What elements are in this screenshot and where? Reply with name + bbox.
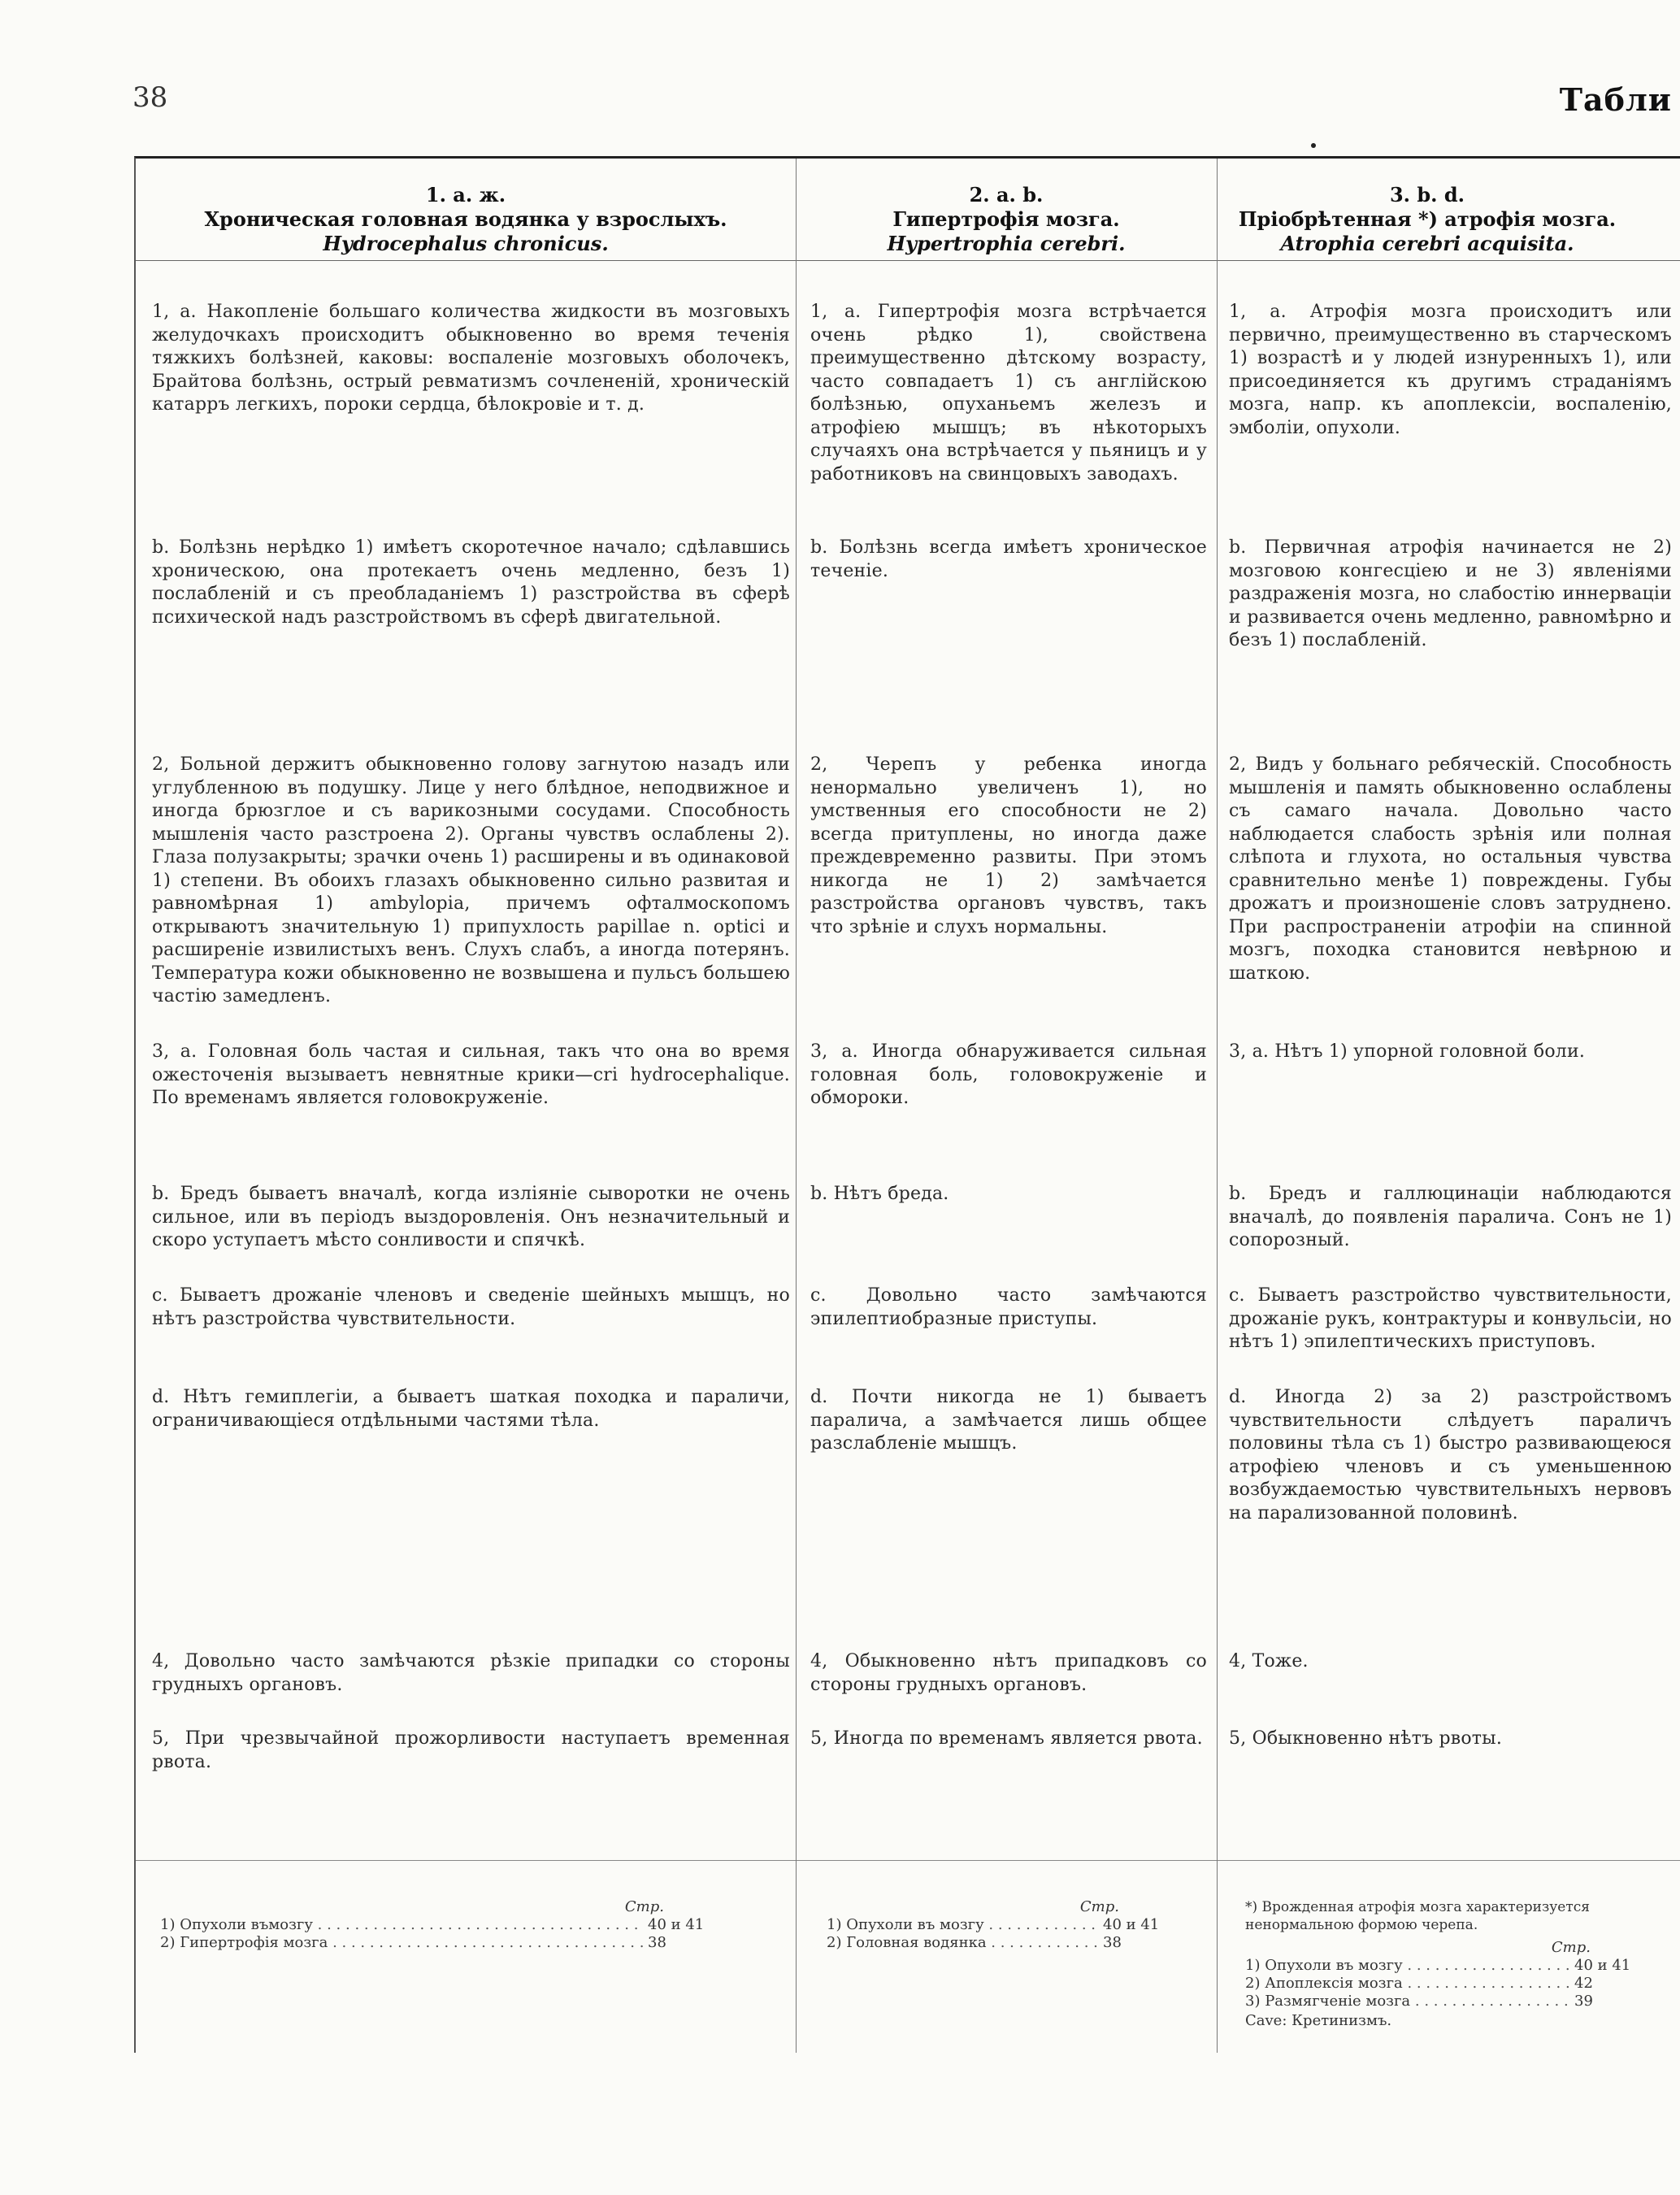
footnote-page: 42 xyxy=(1574,1975,1593,1992)
cell-3d: d. Иногда 2) за 2) разстройствомъ чувствительности слѣдуетъ параличъ половины тѣла съ 1) быстро развивающеюся атрофіею членовъ и съ уменьшенною возбуждаемостью чувствительныхъ нервовъ на парализованной половинѣ. xyxy=(1229,1387,1672,1523)
footnote-page: 40 и 41 xyxy=(648,1916,705,1933)
header-rule xyxy=(136,260,1680,261)
running-head: Табли xyxy=(1559,81,1672,118)
cell-2: 2, Видъ у больнаго ребяческій. Способность мышленія и память обыкновенно ослаблены съ самаго начала. Довольно часто наблюдается слабость зрѣнія или полная слѣпота и глухота, но остальныя чувства сравнительно менѣе 1) повреждены. Губы дрожатъ и произношеніе словъ затруднено. При распространеніи атрофіи на спинной мозгъ, походка становится невѣрною и шаткою. xyxy=(1229,754,1672,984)
cell-5: 5, Иногда по временамъ является рвота. xyxy=(810,1728,1203,1749)
footnote-page: 40 и 41 xyxy=(1574,1957,1631,1974)
cell-3d: d. Почти никогда не 1) бываетъ паралича, а замѣчается лишь общее разслабленіе мышцъ. xyxy=(810,1387,1207,1454)
footnote-label: 2) Головная водянка . . . xyxy=(827,1934,1098,1952)
cell-5: 5, Обыкновенно нѣтъ рвоты. xyxy=(1229,1728,1503,1749)
column-divider xyxy=(796,159,797,2053)
column-title: Гипертрофія мозга. xyxy=(892,207,1120,231)
footnote-label: 1) Опухоли въ мозгу . . . xyxy=(1245,1957,1569,1975)
cell-4: 4, Тоже. xyxy=(1229,1651,1309,1671)
column-letters: . а. ж. xyxy=(439,183,506,206)
page-ref-label: Стр. xyxy=(624,1898,664,1915)
cell-3b: b. Бредъ бываетъ вначалѣ, когда изліяніе сыворотки не очень сильное, или въ періодъ выздоровленія. Онъ незначительный и скоро уступаетъ мѣсто сонливости и спячкѣ. xyxy=(152,1184,790,1250)
cell-2: 2, Больной держитъ обыкновенно голову загнутою назадъ или углубленною въ подушку. Лице у него блѣдное, неподвижное и иногда брюзглое и съ варикозными сосудами. Способность мышленія часто разстроена 2). Органы чувствъ ослаблены 2). Глаза полузакрыты; зрачки очень 1) расширены и въ одинаковой 1) степени. Въ обоихъ глазахъ обыкновенно сильно развитая и равномѣрная 1) ambylopia, причемъ офталмоскопомъ открываютъ значительную 1) припухлость papillae n. optici и расширеніе извилистыхъ венъ. Слухъ слабъ, а иногда потерянъ. Температура кожи обыкновенно не возвышена и пульсъ большею частію замедленъ. xyxy=(152,754,790,1006)
footnote-entry xyxy=(1245,1957,1672,1975)
cell-2: 2, Черепъ у ребенка иногда ненормально увеличенъ 1), но умственныя его способности не 2) всегда притуплены, но иногда даже преждевременно развиты. При этомъ никогда не 1) 2) замѣчается разстройства органовъ чувствъ, такъ что зрѣніе и слухъ нормальны. xyxy=(810,754,1207,937)
comparison-table xyxy=(134,156,1680,2053)
footnote-entry xyxy=(160,1934,745,1952)
cell-4: 4, Обыкновенно нѣтъ припадковъ со стороны грудныхъ органовъ. xyxy=(810,1651,1207,1695)
footnotes-col-1 xyxy=(160,1898,745,1952)
footnote-entry xyxy=(827,1934,1200,1952)
footnote-page: 38 xyxy=(648,1934,666,1951)
footnotes-col-2 xyxy=(827,1898,1200,1952)
cell-3a: 3, а. Нѣтъ 1) упорной головной боли. xyxy=(1229,1041,1586,1062)
footnote-asterisk-note: *) Врожденная атрофія мозга характеризуется ненормальною формою черепа. xyxy=(1245,1899,1590,1933)
footnote-label: 1) Опухоли въмозгу . . . xyxy=(160,1916,643,1934)
footnote-label: 3) Размягченіе мозга . . . xyxy=(1245,1993,1569,2010)
footnote-entry xyxy=(1245,1975,1672,1993)
cell-3b: b. Бредъ и галлюцинаціи наблюдаются вначалѣ, до появленія паралича. Сонъ не 1) сопорозный. xyxy=(1229,1184,1672,1250)
cell-1b: b. Болѣзнь нерѣдко 1) имѣетъ скоротечное начало; сдѣлавшись хроническою, она протекаетъ очень медленно, безъ 1) послабленій и съ преобладаніемъ 1) разстройства въ сферѣ психической надъ разстройствомъ въ сферѣ двигательной. xyxy=(152,537,790,628)
footnote-label: 2) Апоплексія мозга . . . xyxy=(1245,1975,1569,1993)
footnote-page: 40 и 41 xyxy=(1103,1916,1160,1933)
footnote-page: 39 xyxy=(1574,1993,1593,2010)
cell-3a: 3, а. Иногда обнаруживается сильная головная боль, головокруженіе и обмороки. xyxy=(810,1041,1207,1108)
column-latin-title: Atrophia cerebri acquisita. xyxy=(1280,232,1574,255)
footnote-rule xyxy=(136,1860,1680,1861)
footnotes-col-3 xyxy=(1245,1898,1672,2030)
column-letters: . b. d. xyxy=(1403,183,1465,206)
column-header-3 xyxy=(1217,183,1638,256)
footnote-entry xyxy=(827,1916,1200,1934)
column-number: 1 xyxy=(425,183,440,206)
cell-3c: c. Бываетъ разстройство чувствительности, дрожаніе рукъ, контрактуры и конвульсіи, но нѣтъ 1) эпилептическихъ приступовъ. xyxy=(1229,1285,1672,1352)
column-latin-title: Hypertrophia cerebri. xyxy=(887,232,1126,255)
cell-3a: 3, а. Головная боль частая и сильная, такъ что она во время ожесточенія вызываетъ невнятные крики—cri hydrocephalique. По временамъ является головокруженіе. xyxy=(152,1041,790,1108)
ink-dot xyxy=(1311,143,1316,148)
footnote-entry xyxy=(160,1916,745,1934)
column-number: 2 xyxy=(969,183,983,206)
page-ref-label: Стр. xyxy=(1551,1939,1591,1956)
cell-3b: b. Нѣтъ бреда. xyxy=(810,1184,949,1204)
column-title: Пріобрѣтенная *) атрофія мозга. xyxy=(1238,207,1617,231)
footnote-page: 38 xyxy=(1103,1934,1122,1951)
cell-1b: b. Болѣзнь всегда имѣетъ хроническое теченіе. xyxy=(810,537,1207,581)
footnote-label: 2) Гипертрофія мозга . . . xyxy=(160,1934,643,1952)
column-header-1 xyxy=(136,183,796,256)
cell-3c: c. Бываетъ дрожаніе членовъ и сведеніе шейныхъ мышцъ, но нѣтъ разстройства чувствительности. xyxy=(152,1285,790,1329)
column-title: Хроническая головная водянка у взрослыхъ. xyxy=(204,207,727,231)
cell-1a: 1, а. Гипертрофія мозга встрѣчается очень рѣдко 1), свойствена преимущественно дѣтскому возрасту, часто совпадаетъ 1) съ англійскою болѣзнью, опуханьемъ железъ и атрофіею мышцъ; въ нѣкоторыхъ случаяхъ она встрѣчается у пьяницъ и у работниковъ на свинцовыхъ заводахъ. xyxy=(810,302,1207,485)
column-letters: . а. b. xyxy=(983,183,1044,206)
column-number: 3 xyxy=(1389,183,1404,206)
column-header-2 xyxy=(796,183,1217,256)
footnote-entry xyxy=(1245,1993,1672,2010)
page-ref-label: Стр. xyxy=(1079,1898,1119,1915)
cell-1a: 1, а. Атрофія мозга происходитъ или первично, преимущественно въ старческомъ 1) возрастѣ и у людей изнуренныхъ 1), или присоединяется къ другимъ страданіямъ мозга, напр. къ апоплексіи, воспаленію, эмболіи, опухоли. xyxy=(1229,302,1672,438)
cell-1a: 1, а. Накопленіе большаго количества жидкости въ мозговыхъ желудочкахъ происходитъ обыкновенно во время теченія тяжкихъ болѣзней, каковы: воспаленіе мозговыхъ оболочекъ, Брайтова болѣзнь, острый ревматизмъ сочлененій, хроническій катарръ легкихъ, пороки сердца, бѣлокровіе и т. д. xyxy=(152,302,790,415)
cell-5: 5, При чрезвычайной прожорливости наступаетъ временная рвота. xyxy=(152,1728,790,1772)
footnote-label: 1) Опухоли въ мозгу . . . xyxy=(827,1916,1098,1934)
footnote-cave: Cave: Кретинизмъ. xyxy=(1245,2012,1392,2029)
column-latin-title: Hydrocephalus chronicus. xyxy=(323,232,609,255)
cell-1b: b. Первичная атрофія начинается не 2) мозговою конгесціею и не 3) явленіями раздраженія мозга, но слабостію иннерваціи и развивается очень медленно, равномѣрно и безъ 1) послабленій. xyxy=(1229,537,1672,650)
page-number: 38 xyxy=(132,81,168,114)
cell-4: 4, Довольно часто замѣчаются рѣзкіе припадки со стороны грудныхъ органовъ. xyxy=(152,1651,790,1695)
cell-3d: d. Нѣтъ гемиплегіи, а бываетъ шаткая походка и параличи, ограничивающіеся отдѣльными частями тѣла. xyxy=(152,1387,790,1431)
cell-3c: c. Довольно часто замѣчаются эпилептиобразные приступы. xyxy=(810,1285,1207,1329)
column-divider xyxy=(1217,159,1218,2053)
